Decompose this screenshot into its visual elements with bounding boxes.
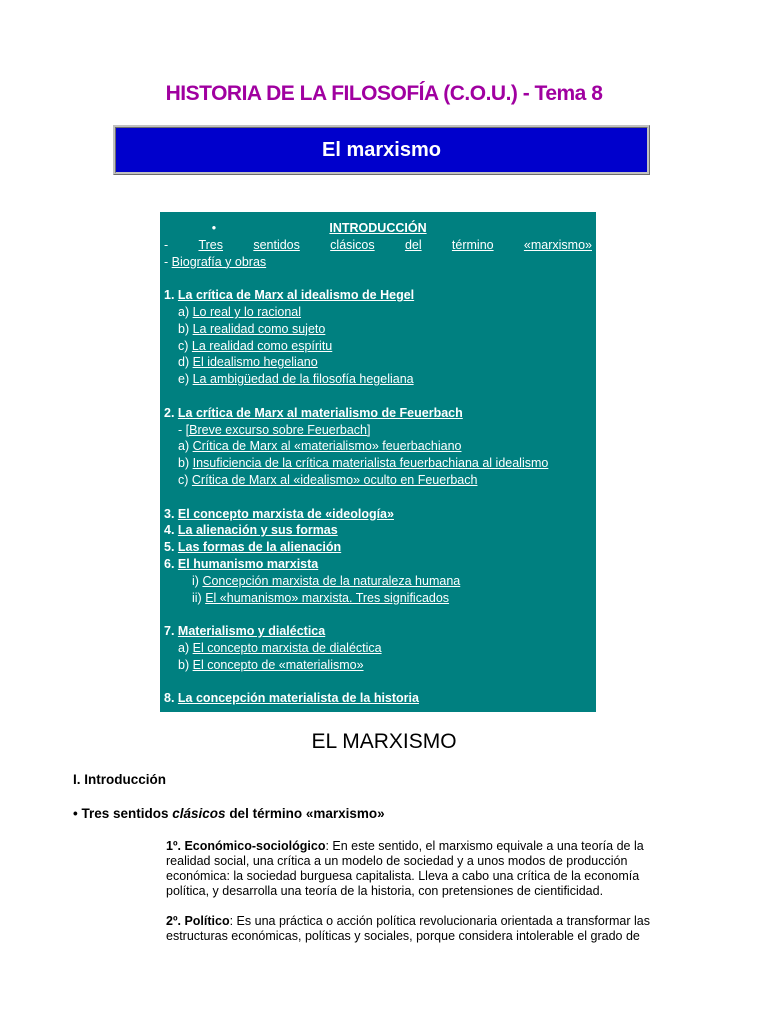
toc-link-section-7[interactable]: Materialismo y dialéctica bbox=[177, 624, 326, 639]
paragraph-text: : En este sentido, el marxismo equivale a una teoría de la realidad social, una crítica a un modelo de sociedad y a unos modos de producción económica: la sociedad burguesa capitalista. Lleva a cabo una crítica de la economía política, y desarrolla una teoría de la historia, con pretensiones de cientificidad. bbox=[166, 839, 644, 898]
item-key: a) bbox=[178, 439, 190, 454]
toc-section-2 bbox=[164, 405, 592, 422]
toc-link-sentidos[interactable]: sentidos bbox=[253, 237, 300, 252]
toc-link-excurso[interactable]: [Breve excurso sobre Feuerbach] bbox=[185, 422, 371, 437]
item-key: e) bbox=[178, 372, 190, 387]
section-number: 7. bbox=[164, 624, 175, 639]
item-key: b) bbox=[178, 657, 190, 672]
section-number: 5. bbox=[164, 540, 175, 555]
toc-link-2a[interactable]: Crítica de Marx al «materialismo» feuerbachiano bbox=[192, 439, 462, 454]
toc-link-clasicos[interactable]: clásicos bbox=[330, 237, 375, 252]
main-heading: EL MARXISMO bbox=[311, 730, 457, 753]
toc-link-1b[interactable]: La realidad como sujeto bbox=[192, 321, 326, 336]
toc-bio-row bbox=[164, 254, 592, 271]
toc-link-7b[interactable]: El concepto de «materialismo» bbox=[192, 657, 364, 672]
toc-link-1d[interactable]: El idealismo hegeliano bbox=[192, 355, 318, 370]
toc-section-1 bbox=[164, 287, 592, 304]
item-key: d) bbox=[178, 355, 190, 370]
toc-link-1e[interactable]: La ambigüedad de la filosofía hegeliana bbox=[192, 372, 414, 387]
table-of-contents bbox=[160, 212, 596, 712]
toc-section-5 bbox=[164, 539, 592, 556]
dash: - bbox=[164, 237, 169, 252]
section-number: 1. bbox=[164, 288, 175, 303]
toc-link-marxismo[interactable]: «marxismo» bbox=[523, 237, 592, 252]
paragraph-lead: 1º. Económico-sociológico bbox=[166, 839, 326, 853]
toc-section-3 bbox=[164, 506, 592, 523]
section-number: 6. bbox=[164, 556, 175, 571]
dash: - bbox=[178, 422, 183, 437]
toc-link-section-5[interactable]: Las formas de la alienación bbox=[177, 540, 342, 555]
item-key: ii) bbox=[192, 590, 202, 605]
toc-link-biografia[interactable]: Biografía y obras bbox=[171, 254, 267, 269]
item-key: c) bbox=[178, 472, 189, 487]
toc-link-introduccion[interactable]: INTRODUCCIÓN bbox=[329, 221, 427, 235]
toc-link-tres[interactable]: Tres bbox=[198, 237, 224, 252]
toc-link-2b[interactable]: Insuficiencia de la crítica materialista feuerbachiana al idealismo bbox=[192, 456, 549, 471]
dash: - bbox=[164, 254, 169, 269]
section-number: 8. bbox=[164, 691, 175, 706]
page-title: HISTORIA DE LA FILOSOFÍA (C.O.U.) - Tema 8 bbox=[165, 82, 603, 105]
toc-link-6i[interactable]: Concepción marxista de la naturaleza humana bbox=[202, 573, 461, 588]
toc-section-4 bbox=[164, 522, 592, 539]
toc-intro-row bbox=[164, 220, 592, 237]
toc-section-6 bbox=[164, 556, 592, 573]
subsection-heading bbox=[73, 806, 385, 821]
section-number: 2. bbox=[164, 405, 175, 420]
toc-tres-sentidos-row bbox=[164, 237, 592, 254]
paragraph-economico bbox=[166, 839, 666, 899]
item-key: b) bbox=[178, 321, 190, 336]
item-key: i) bbox=[192, 573, 199, 588]
toc-link-section-1[interactable]: La crítica de Marx al idealismo de Hegel bbox=[177, 288, 415, 303]
section-number: 3. bbox=[164, 506, 175, 521]
item-key: c) bbox=[178, 338, 189, 353]
bullet: • bbox=[211, 221, 217, 235]
toc-link-1c[interactable]: La realidad como espíritu bbox=[191, 338, 333, 353]
item-key: a) bbox=[178, 640, 190, 655]
banner-title: El marxismo bbox=[322, 138, 441, 161]
toc-link-del[interactable]: del bbox=[404, 237, 422, 252]
paragraph-politico bbox=[166, 914, 666, 944]
toc-link-section-6[interactable]: El humanismo marxista bbox=[177, 556, 319, 571]
toc-link-section-3[interactable]: El concepto marxista de «ideología» bbox=[177, 506, 394, 521]
section-number: 4. bbox=[164, 523, 175, 538]
toc-link-6ii[interactable]: El «humanismo» marxista. Tres significados bbox=[205, 590, 450, 605]
subsection-post: del término «marxismo» bbox=[225, 806, 385, 821]
paragraph-lead: 2º. Político bbox=[166, 914, 230, 928]
subsection-italic: clásicos bbox=[172, 806, 226, 821]
toc-link-section-8[interactable]: La concepción materialista de la historia bbox=[177, 691, 419, 706]
toc-link-7a[interactable]: El concepto marxista de dialéctica bbox=[192, 640, 382, 655]
paragraph-text: : Es una práctica o acción política revolucionaria orientada a transformar las estructuras económicas, políticas y sociales, porque considera intolerable el grado de bbox=[166, 914, 650, 943]
toc-link-termino[interactable]: término bbox=[451, 237, 494, 252]
section-heading-introduccion: I. Introducción bbox=[73, 772, 166, 787]
toc-section-8 bbox=[164, 690, 592, 707]
toc-link-1a[interactable]: Lo real y lo racional bbox=[192, 304, 302, 319]
item-key: b) bbox=[178, 456, 190, 471]
toc-section-7 bbox=[164, 623, 592, 640]
item-key: a) bbox=[178, 304, 190, 319]
toc-link-2c[interactable]: Crítica de Marx al «idealismo» oculto en Feuerbach bbox=[191, 472, 478, 487]
toc-link-section-4[interactable]: La alienación y sus formas bbox=[177, 523, 338, 538]
subsection-pre: • Tres sentidos bbox=[73, 806, 173, 821]
title-banner bbox=[113, 125, 650, 175]
toc-link-section-2[interactable]: La crítica de Marx al materialismo de Feuerbach bbox=[177, 405, 463, 420]
